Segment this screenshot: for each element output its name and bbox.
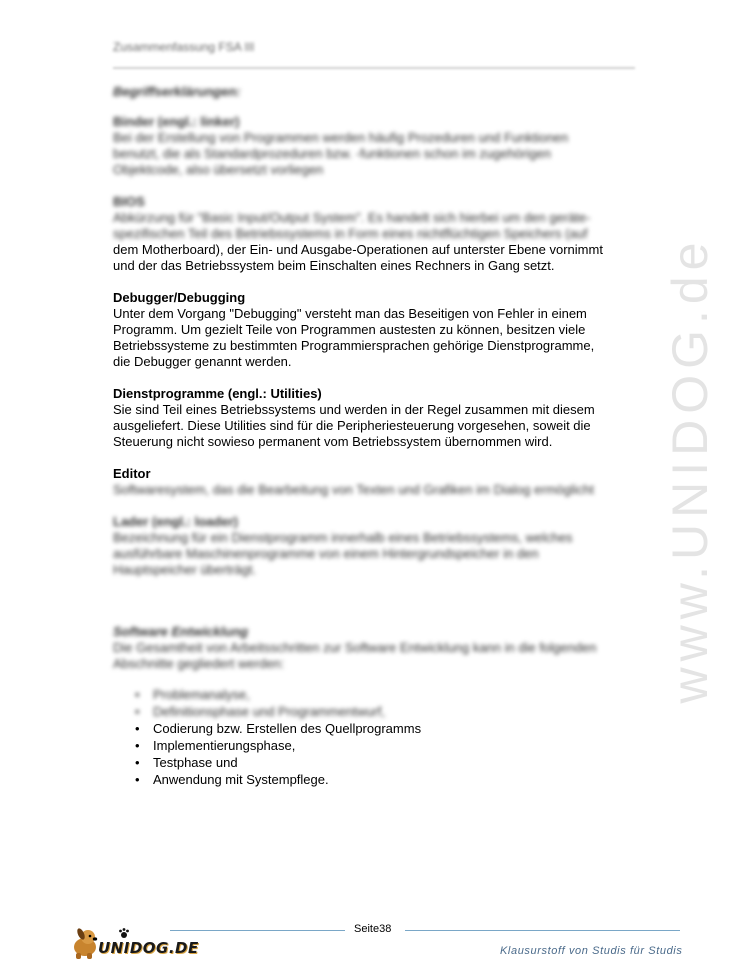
entry-editor: [113, 466, 638, 498]
entry-bios: [113, 194, 638, 274]
entry-debugger: [113, 290, 638, 370]
entry-line: Softwaresystem, das die Bearbeitung von Texten und Grafiken im Dialog ermöglicht: [113, 482, 595, 497]
entry-term: Debugger/Debugging: [113, 290, 246, 305]
entry-line: dem Motherboard), der Ein- und Ausgabe-Operationen auf unterster Ebene vornimmt: [113, 242, 603, 257]
entry-binder: [113, 114, 638, 178]
page-number: Seite38: [354, 923, 392, 935]
entry-line: ausführbare Maschinenprogramme von einem Hintergrundspeicher in den: [113, 546, 539, 561]
section-line: Abschnitte gegliedert werden:: [113, 656, 285, 671]
entry-line: Bei der Erstellung von Programmen werden häufig Prozeduren und Funktionen: [113, 130, 569, 145]
intro-heading: Begriffserklärungen:: [113, 84, 241, 99]
entry-line: Programm. Um gezielt Teile von Programmen austesten zu können, besitzen viele: [113, 322, 586, 337]
phase-list: [113, 686, 638, 788]
logo-text: UNIDOG.DE: [98, 939, 199, 957]
entry-line: Objektcode, also übersetzt vorliegen: [113, 162, 324, 177]
entry-term: Binder (engl.: linker): [113, 114, 240, 129]
entry-line: Abkürzung für "Basic Input/Output System". Es handelt sich hierbei um den geräte-: [113, 210, 591, 225]
section-line: Die Gesamtheit von Arbeitsschritten zur Software Entwicklung kann in die folgenden: [113, 640, 597, 655]
paw-icon: [118, 927, 130, 939]
list-item: • Codierung bzw. Erstellen des Quellprogramms: [135, 720, 638, 737]
unidog-logo: [68, 925, 198, 961]
entry-line: Sie sind Teil eines Betriebssystems und werden in der Regel zusammen mit diesem: [113, 402, 595, 417]
entry-lader: [113, 514, 638, 578]
section-software-entwicklung: [113, 624, 638, 788]
watermark: www.UNIDOG.de: [662, 236, 718, 704]
entry-line: Hauptspeicher überträgt.: [113, 562, 257, 577]
list-item: • Anwendung mit Systempflege.: [135, 771, 638, 788]
header-divider: [113, 67, 635, 69]
header-title: Zusammenfassung FSA III: [113, 40, 255, 54]
list-item: • Definitionsphase und Programmentwurf,: [135, 703, 638, 720]
entry-term: Editor: [113, 466, 151, 481]
list-item: • Implementierungsphase,: [135, 737, 638, 754]
document-body: [113, 84, 638, 788]
entry-line: Steuerung nicht sowieso permanent vom Betriebssystem übernommen wird.: [113, 434, 553, 449]
entry-term: BIOS: [113, 194, 145, 209]
entry-dienstprogramme: [113, 386, 638, 450]
entry-line: Betriebssysteme zu bestimmten Programmiersprachen gehörige Dienstprogramme,: [113, 338, 595, 353]
list-item: • Problemanalyse,: [135, 686, 638, 703]
footer-tagline: Klausurstoff von Studis für Studis: [500, 945, 683, 957]
footer-divider-right: [405, 930, 680, 931]
entry-line: und der das Betriebssystem beim Einschalten eines Rechners in Gang setzt.: [113, 258, 555, 273]
section-heading: Software Entwicklung: [113, 624, 249, 639]
entry-line: die Debugger genannt werden.: [113, 354, 292, 369]
entry-line: spezifischen Teil des Betriebssystems in Form eines nichtflüchtigen Speichers (auf: [113, 226, 588, 241]
entry-line: Unter dem Vorgang "Debugging" versteht man das Beseitigen von Fehler in einem: [113, 306, 587, 321]
list-item: • Testphase und: [135, 754, 638, 771]
entry-line: Bezeichnung für ein Dienstprogramm innerhalb eines Betriebssystems, welches: [113, 530, 573, 545]
entry-line: benutzt, die als Standardprozeduren bzw. -funktionen schon im zugehörigen: [113, 146, 551, 161]
entry-term: Lader (engl.: loader): [113, 514, 238, 529]
dog-icon: [68, 925, 102, 961]
entry-line: ausgeliefert. Diese Utilities sind für die Peripheriesteuerung vorgesehen, soweit die: [113, 418, 591, 433]
entry-term: Dienstprogramme (engl.: Utilities): [113, 386, 322, 401]
